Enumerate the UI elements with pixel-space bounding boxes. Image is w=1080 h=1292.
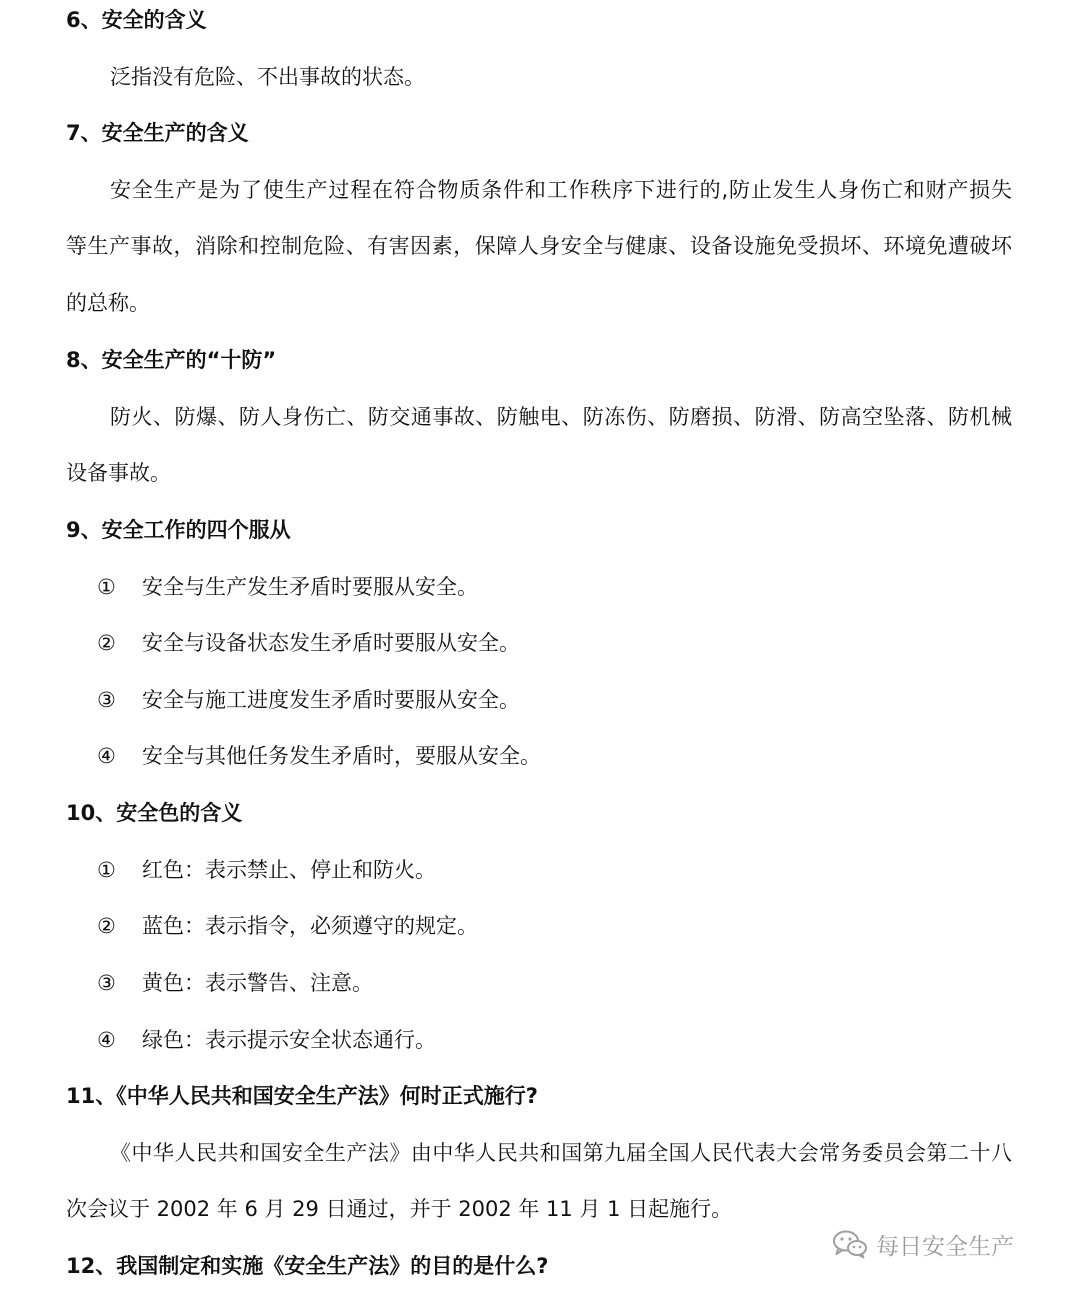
list-item: 红色：表示禁止、停止和防火。: [142, 858, 436, 882]
section-8-paragraph-line-1: 防火、防爆、防人身伤亡、防交通事故、防触电、防冻伤、防磨损、防滑、防高空坠落、防机械: [110, 405, 1012, 429]
list-item-number: ②: [97, 631, 116, 655]
section-7-paragraph-line-2: 等生产事故，消除和控制危险、有害因素，保障人身安全与健康、设备设施免受损坏、环境免遭破坏: [66, 234, 1012, 258]
list-item-number: ①: [97, 858, 116, 882]
list-item: 安全与设备状态发生矛盾时要服从安全。: [142, 631, 520, 655]
section-11-paragraph-line-1: 《中华人民共和国安全生产法》由中华人民共和国第九届全国人民代表大会常务委员会第二十八: [110, 1141, 1012, 1165]
section-8-paragraph-line-2: 设备事故。: [66, 461, 171, 485]
watermark: [832, 1226, 1014, 1262]
section-6-heading: 6、安全的含义: [66, 8, 207, 32]
list-item-number: ③: [97, 971, 116, 995]
list-item: 绿色：表示提示安全状态通行。: [142, 1028, 436, 1052]
section-9-heading: 9、安全工作的四个服从: [66, 518, 291, 542]
list-item-number: ②: [97, 914, 116, 938]
section-12-heading: 12、我国制定和实施《安全生产法》的目的是什么?: [66, 1254, 549, 1278]
wechat-icon: [832, 1229, 868, 1259]
list-item-number: ④: [97, 1028, 116, 1052]
section-11-paragraph-line-2: 次会议于 2002 年 6 月 29 日通过，并于 2002 年 11 月 1 日起施行。: [66, 1197, 733, 1221]
section-7-paragraph-line-3: 的总称。: [66, 291, 150, 315]
section-7-paragraph-line-1: 安全生产是为了使生产过程在符合物质条件和工作秩序下进行的,防止发生人身伤亡和财产损失: [110, 178, 1012, 202]
list-item-number: ④: [97, 744, 116, 768]
section-10-heading: 10、安全色的含义: [66, 801, 243, 825]
list-item: 安全与其他任务发生矛盾时，要服从安全。: [142, 744, 541, 768]
list-item-number: ③: [97, 688, 116, 712]
list-item: 蓝色：表示指令，必须遵守的规定。: [142, 914, 478, 938]
section-6-paragraph: 泛指没有危险、不出事故的状态。: [110, 65, 425, 89]
section-8-heading: 8、安全生产的“十防”: [66, 348, 277, 372]
list-item-number: ①: [97, 575, 116, 599]
list-item: 安全与生产发生矛盾时要服从安全。: [142, 575, 478, 599]
watermark-label: 每日安全生产: [876, 1233, 1014, 1260]
section-7-heading: 7、安全生产的含义: [66, 121, 249, 145]
section-11-heading: 11、《中华人民共和国安全生产法》何时正式施行?: [66, 1084, 538, 1108]
list-item: 安全与施工进度发生矛盾时要服从安全。: [142, 688, 520, 712]
list-item: 黄色：表示警告、注意。: [142, 971, 373, 995]
